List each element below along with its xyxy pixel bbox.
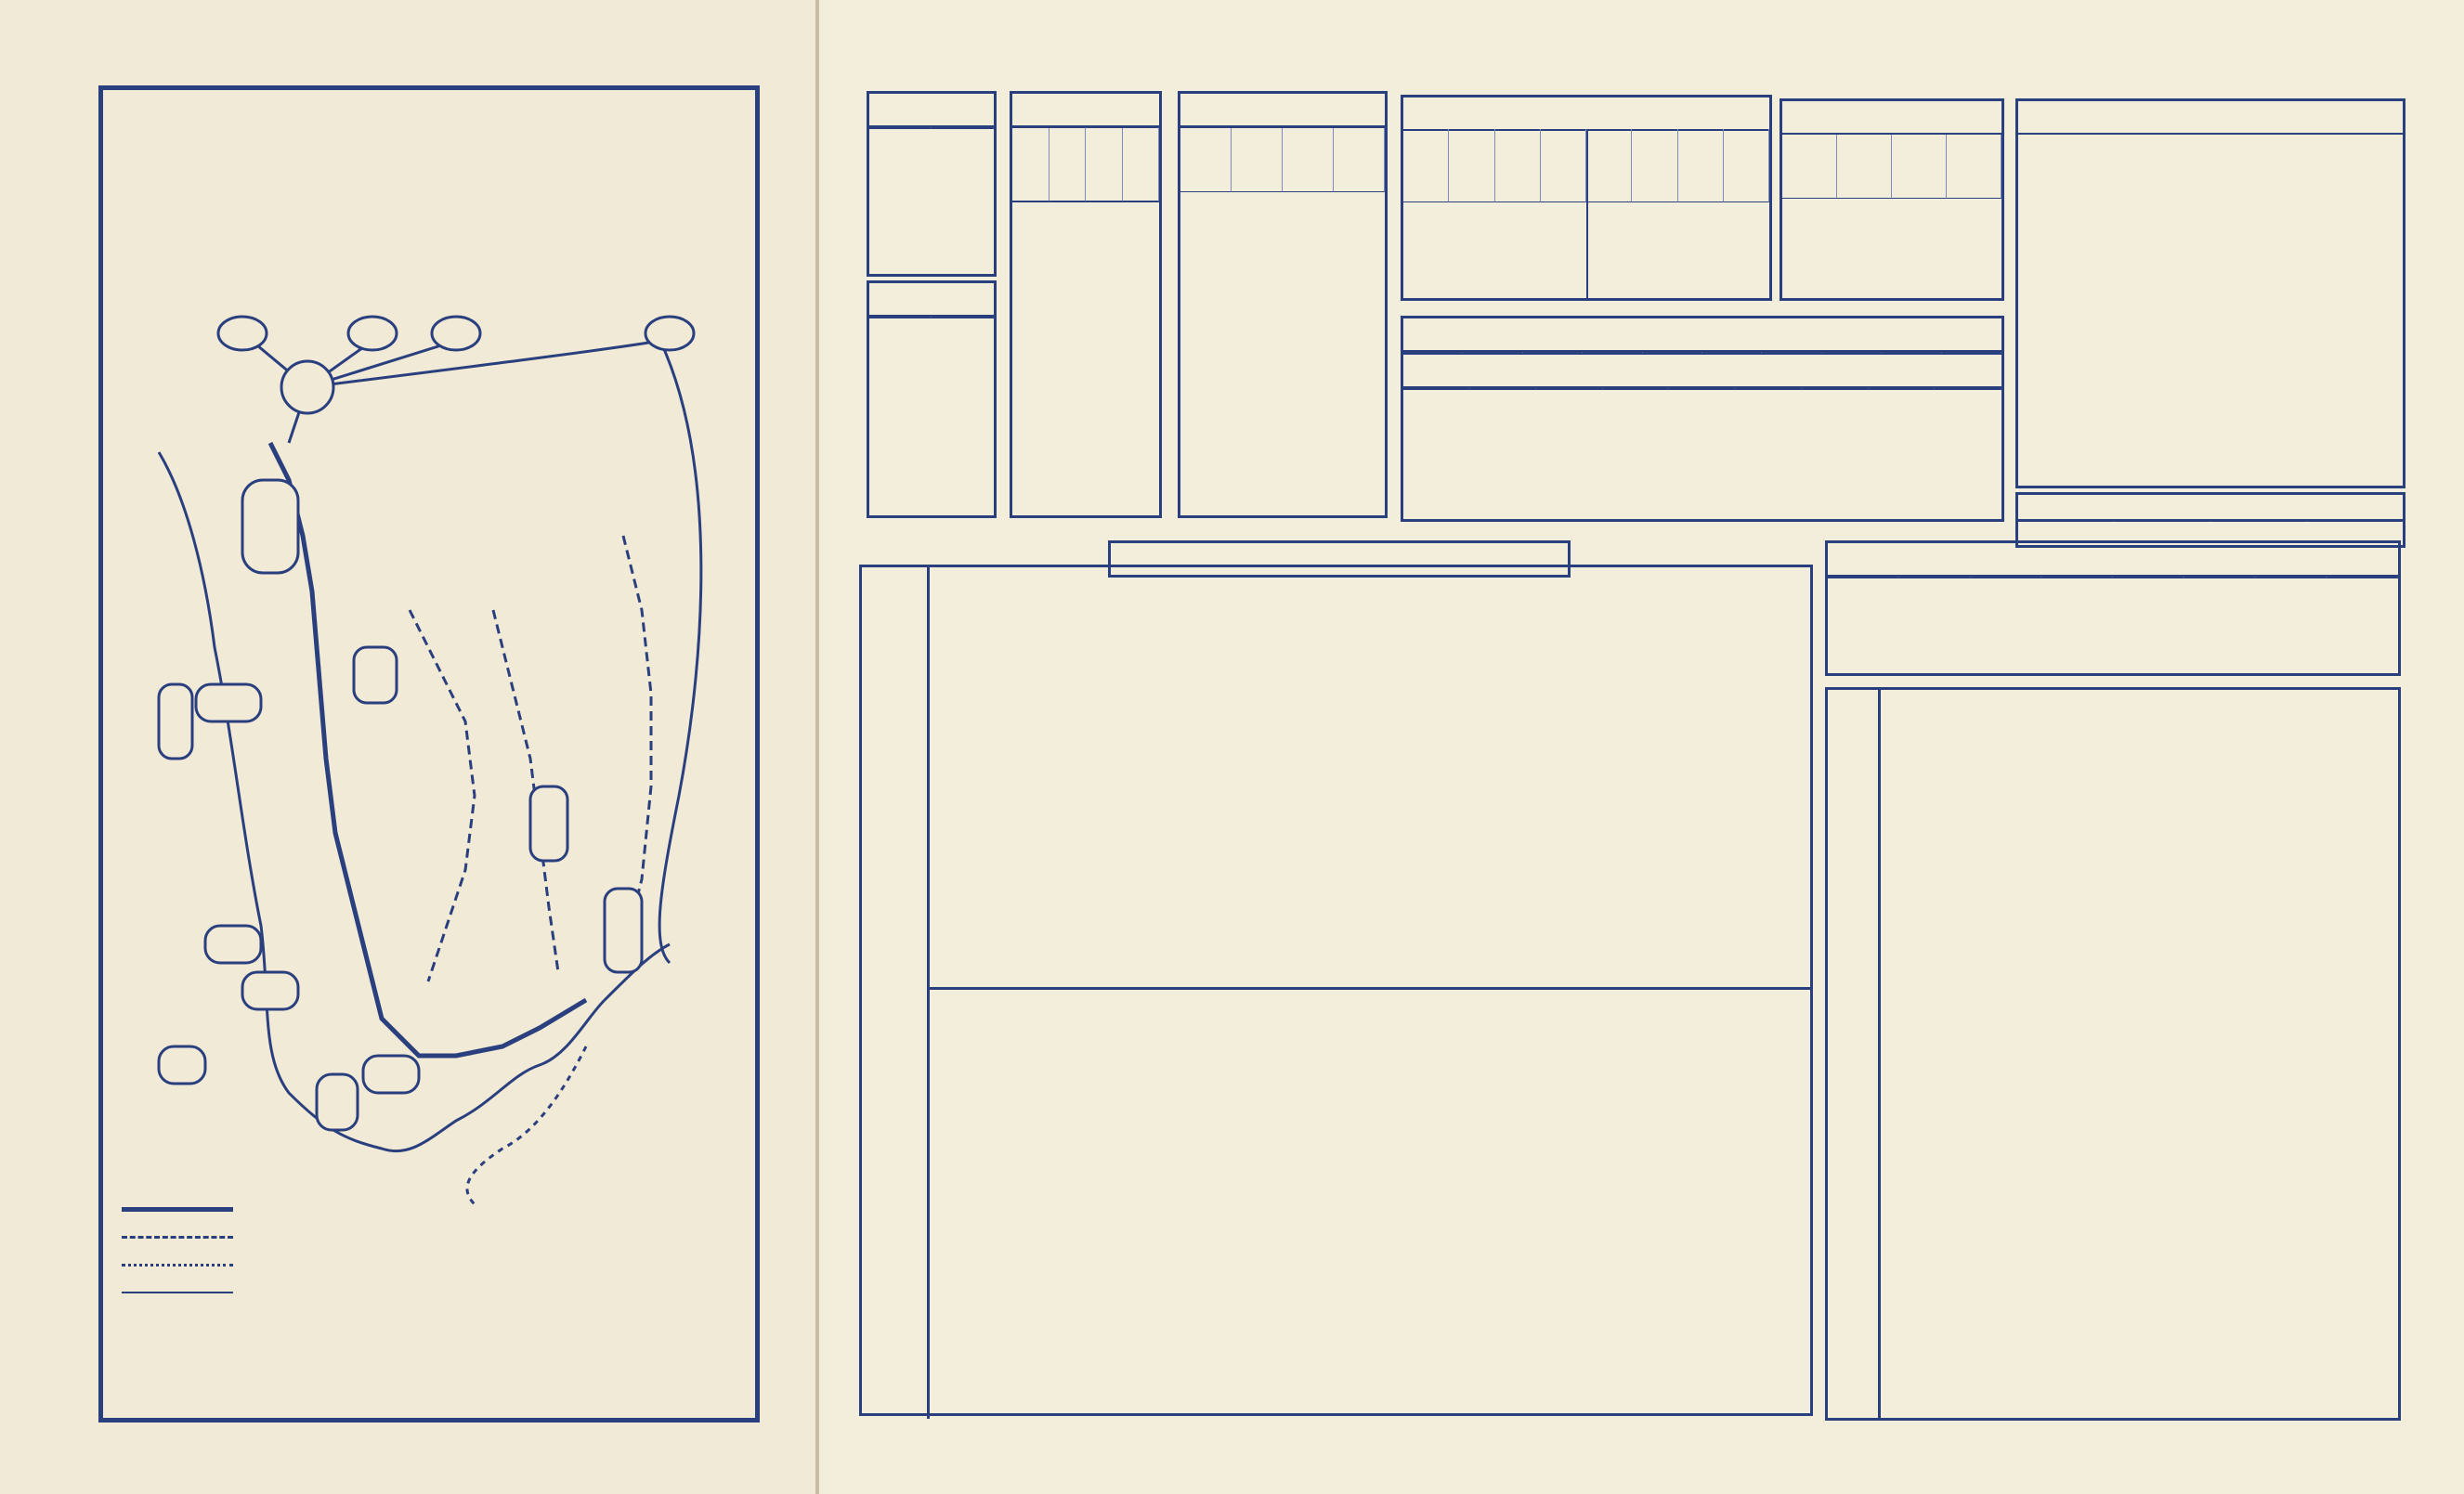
- kisei-down-label-col: [862, 567, 930, 987]
- bus-line-inland: [410, 610, 475, 981]
- node-nara: [432, 317, 480, 350]
- rail-line: [270, 443, 586, 1056]
- table-koza-lines: [1401, 316, 2004, 522]
- table-nakahechi-bus: [2015, 98, 2405, 488]
- node-tokyo: [645, 317, 694, 350]
- node-kushimoto: [205, 926, 261, 963]
- page-fold: [815, 0, 819, 1494]
- table-kinan-line: [1401, 95, 1772, 301]
- node-shirahama: [159, 684, 192, 759]
- node-hongu: [354, 647, 397, 703]
- node-katsuura: [317, 1074, 358, 1130]
- table-kinomoto-shingu: [1780, 98, 2004, 301]
- kisei-up-label-col: [862, 987, 930, 1419]
- table-yunomine: [2015, 492, 2405, 548]
- table-esumi-kushimoto: [1010, 91, 1162, 518]
- legend-boat: [122, 1251, 250, 1279]
- kisei-down: [927, 567, 1810, 990]
- table-oshima-ferry: [867, 280, 997, 518]
- kinan-down: [1403, 129, 1588, 298]
- map-legend: [122, 1195, 250, 1306]
- line-east-arc: [659, 341, 701, 963]
- node-shingu: [363, 1056, 419, 1093]
- table-shiomisaki-bus: [867, 91, 997, 277]
- nanki-side: [1828, 690, 1881, 1418]
- node-koza: [242, 972, 298, 1009]
- kinan-up: [1586, 129, 1769, 298]
- node-owase: [605, 889, 642, 972]
- table-nachi-bus: [1178, 91, 1388, 518]
- node-osaka: [281, 361, 333, 413]
- legend-tram: [122, 1279, 250, 1306]
- node-tanabe: [196, 684, 261, 721]
- table-kisei-line: [859, 565, 1813, 1416]
- node-hiraya: [530, 786, 567, 861]
- coastline: [159, 452, 670, 1151]
- table-propeller-boat: [1825, 540, 2401, 676]
- node-kobe: [218, 317, 267, 350]
- kisei-title: [1108, 540, 1571, 578]
- legend-bus: [122, 1223, 250, 1251]
- map-frame: [98, 85, 760, 1423]
- table-nanki-bus-lines: [1825, 687, 2401, 1421]
- legend-rail: [122, 1195, 250, 1223]
- kisei-up: [927, 987, 1810, 1413]
- node-kyoto: [348, 317, 397, 350]
- node-wakayama: [242, 480, 298, 573]
- node-oshima: [159, 1046, 205, 1084]
